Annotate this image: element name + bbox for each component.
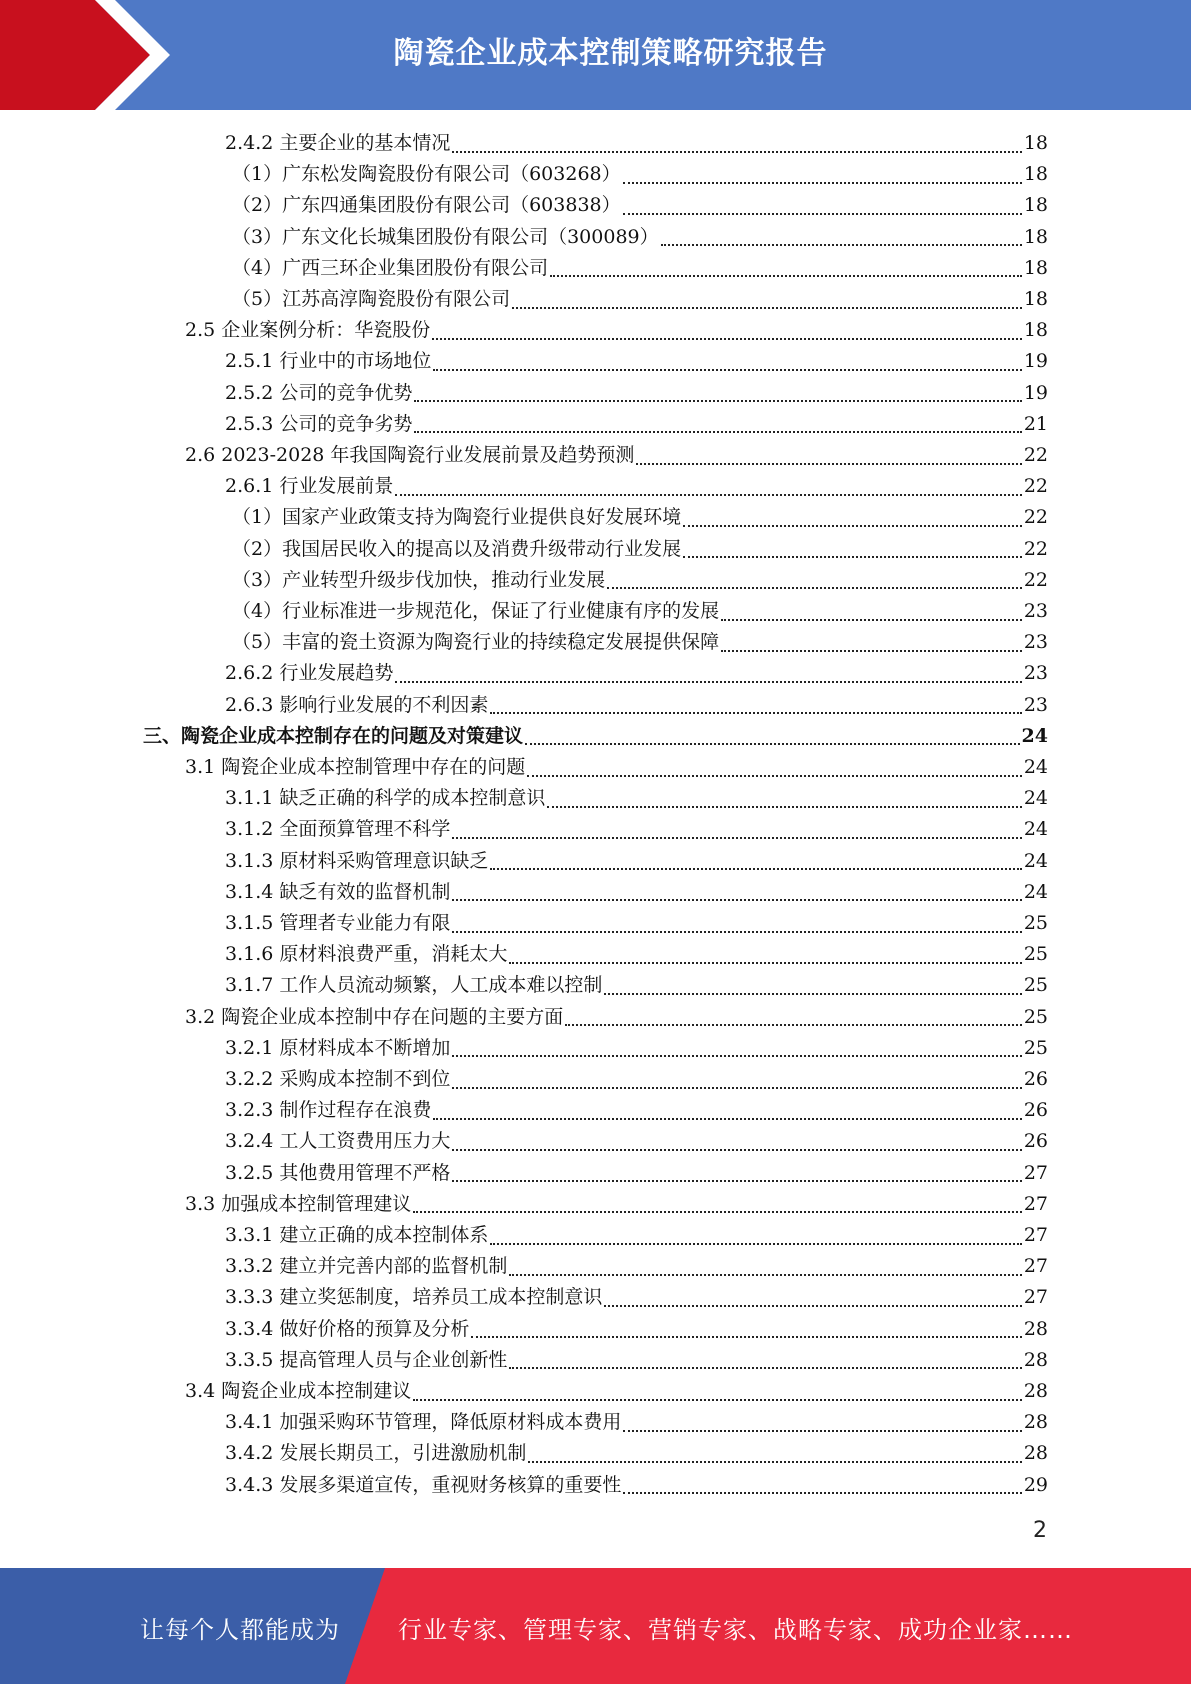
toc-entry-title: 2.5.3 公司的竞争劣势: [225, 412, 413, 435]
toc-entry-page: 18: [1023, 132, 1048, 154]
toc-entry[interactable]: [225, 1314, 1048, 1345]
toc-entry-page: 25: [1023, 1005, 1048, 1028]
toc-entry[interactable]: [232, 284, 1048, 315]
toc-leader-dots: [432, 338, 1022, 340]
toc-leader-dots: [604, 1305, 1021, 1307]
toc-entry-title: （4）行业标准进一步规范化，保证了行业健康有序的发展: [232, 600, 720, 622]
toc-entry[interactable]: [232, 502, 1048, 533]
toc-entry-page: 27: [1023, 1224, 1048, 1246]
toc-entry[interactable]: [143, 721, 1048, 752]
toc-entry-title: 3.2 陶瓷企业成本控制中存在问题的主要方面: [185, 1005, 564, 1028]
toc-entry-title: 3.3.1 建立正确的成本控制体系: [225, 1224, 489, 1246]
toc-leader-dots: [604, 993, 1021, 995]
toc-leader-dots: [433, 1118, 1021, 1120]
toc-entry-page: 19: [1023, 350, 1048, 373]
toc-entry-page: 22: [1023, 568, 1048, 591]
toc-entry[interactable]: [232, 565, 1048, 596]
toc-entry[interactable]: [232, 596, 1048, 627]
toc-entry-title: （5）丰富的瓷土资源为陶瓷行业的持续稳定发展提供保障: [232, 631, 720, 654]
toc-entry[interactable]: [185, 1189, 1048, 1220]
toc-entry[interactable]: [232, 190, 1048, 221]
footer-slogan-right: 行业专家、管理专家、营销专家、战略专家、成功企业家……: [398, 1616, 1073, 1644]
toc-entry-title: （2）广东四通集团股份有限公司（603838）: [232, 194, 621, 217]
toc-entry-title: 3.4.2 发展长期员工，引进激励机制: [225, 1442, 527, 1465]
toc-entry-title: 2.6.3 影响行业发展的不利因素: [225, 693, 489, 716]
toc-entry-title: 2.6.2 行业发展趋势: [225, 662, 394, 685]
toc-entry-page: 18: [1023, 163, 1048, 186]
toc-entry-title: 三、陶瓷企业成本控制存在的问题及对策建议: [143, 724, 524, 747]
toc-entry[interactable]: [225, 409, 1048, 440]
footer-banner: [0, 1568, 1191, 1684]
toc-entry-title: （1）国家产业政策支持为陶瓷行业提供良好发展环境: [232, 506, 682, 529]
toc-leader-dots: [413, 1211, 1022, 1213]
toc-entry-title: 2.6.1 行业发展前景: [225, 475, 394, 498]
toc-entry-title: （4）广西三环企业集团股份有限公司: [232, 256, 549, 279]
toc-entry-page: 29: [1023, 1473, 1048, 1496]
toc-entry-page: 24: [1023, 756, 1048, 778]
toc-leader-dots: [452, 1149, 1021, 1151]
toc-entry[interactable]: [225, 1470, 1048, 1501]
toc-entry-page: 27: [1023, 1255, 1048, 1278]
toc-leader-dots: [413, 1399, 1022, 1401]
toc-entry-title: 3.4.1 加强采购环节管理，降低原材料成本费用: [225, 1411, 622, 1434]
toc-leader-dots: [395, 681, 1021, 683]
toc-leader-dots: [607, 587, 1022, 589]
toc-entry[interactable]: [225, 814, 1048, 845]
toc-entry-title: 3.2.5 其他费用管理不严格: [225, 1161, 451, 1184]
toc-leader-dots: [721, 619, 1022, 621]
toc-leader-dots: [452, 837, 1021, 839]
toc-leader-dots: [623, 182, 1022, 184]
toc-leader-dots: [683, 525, 1022, 527]
toc-entry[interactable]: [225, 783, 1048, 814]
toc-entry[interactable]: [185, 315, 1048, 346]
toc-entry-title: 3.2.3 制作过程存在浪费: [225, 1099, 432, 1122]
toc-entry-page: 22: [1023, 537, 1048, 560]
toc-entry-page: 19: [1023, 381, 1048, 404]
toc-entry-page: 22: [1023, 444, 1048, 466]
toc-leader-dots: [661, 244, 1022, 246]
toc-entry-title: （1）广东松发陶瓷股份有限公司（603268）: [232, 163, 621, 186]
toc-leader-dots: [433, 369, 1021, 371]
toc-entry-page: 25: [1023, 943, 1048, 966]
toc-entry-page: 18: [1023, 319, 1048, 342]
toc-entry-title: 2.4.2 主要企业的基本情况: [225, 132, 451, 154]
toc-leader-dots: [623, 1492, 1021, 1494]
toc-entry-title: 3.1.3 原材料采购管理意识缺乏: [225, 849, 489, 872]
toc-entry-page: 28: [1023, 1348, 1048, 1371]
toc-entry[interactable]: [225, 690, 1048, 721]
toc-entry-page: 25: [1023, 1036, 1048, 1059]
toc-entry-title: 3.1.4 缺乏有效的监督机制: [225, 880, 451, 903]
toc-leader-dots: [528, 1461, 1021, 1463]
toc-leader-dots: [452, 1180, 1021, 1182]
toc-entry[interactable]: [225, 378, 1048, 409]
toc-entry-title: 2.5 企业案例分析：华瓷股份: [185, 319, 431, 342]
toc-entry-title: （2）我国居民收入的提高以及消费升级带动行业发展: [232, 537, 682, 560]
toc-entry-page: 28: [1023, 1411, 1048, 1434]
toc-leader-dots: [550, 275, 1022, 277]
toc-entry-page: 22: [1023, 506, 1048, 529]
toc-entry-page: 28: [1023, 1380, 1048, 1402]
toc-leader-dots: [512, 307, 1022, 309]
toc-entry[interactable]: [225, 1220, 1048, 1251]
toc-entry-page: 18: [1023, 225, 1048, 248]
toc-entry-page: 18: [1023, 288, 1048, 310]
toc-entry-page: 25: [1023, 974, 1048, 997]
toc-entry-title: 3.3.4 做好价格的预算及分析: [225, 1317, 470, 1340]
toc-entry[interactable]: [185, 1376, 1048, 1407]
toc-entry[interactable]: [225, 846, 1048, 877]
toc-entry[interactable]: [225, 1158, 1048, 1189]
toc-entry[interactable]: [225, 970, 1048, 1001]
toc-entry[interactable]: [232, 222, 1048, 253]
toc-entry-title: 2.6 2023-2028 年我国陶瓷行业发展前景及趋势预测: [185, 444, 635, 466]
toc-leader-dots: [452, 1087, 1021, 1089]
toc-entry-page: 28: [1023, 1442, 1048, 1465]
toc-entry[interactable]: [185, 752, 1048, 783]
toc-entry[interactable]: [225, 346, 1048, 377]
toc-leader-dots: [395, 494, 1021, 496]
toc-entry-page: 27: [1023, 1192, 1048, 1215]
toc-entry-title: 3.2.1 原材料成本不断增加: [225, 1036, 451, 1059]
toc-entry-title: 3.3.3 建立奖惩制度，培养员工成本控制意识: [225, 1286, 603, 1309]
toc-entry[interactable]: [232, 627, 1048, 658]
toc-entry-title: 2.5.1 行业中的市场地位: [225, 350, 432, 373]
toc-entry[interactable]: [225, 1095, 1048, 1126]
toc-leader-dots: [490, 712, 1021, 714]
toc-entry[interactable]: [225, 658, 1048, 689]
toc-leader-dots: [509, 1367, 1021, 1369]
toc-leader-dots: [452, 899, 1021, 901]
toc-entry[interactable]: [225, 1282, 1048, 1313]
toc-entry[interactable]: [232, 159, 1048, 190]
toc-entry-page: 27: [1023, 1161, 1048, 1184]
toc-entry-page: 25: [1023, 912, 1048, 934]
toc-entry-page: 18: [1023, 194, 1048, 217]
toc-entry-title: 3.1.7 工作人员流动频繁，人工成本难以控制: [225, 974, 603, 997]
toc-leader-dots: [490, 868, 1021, 870]
toc-entry-page: 24: [1023, 849, 1048, 872]
toc-leader-dots: [414, 400, 1021, 402]
toc-entry-title: 3.4 陶瓷企业成本控制建议: [185, 1380, 412, 1402]
toc-leader-dots: [683, 556, 1022, 558]
toc-entry-page: 26: [1023, 1099, 1048, 1122]
toc-entry-page: 27: [1023, 1286, 1048, 1309]
toc-entry[interactable]: [185, 440, 1048, 471]
toc-entry-title: 3.2.2 采购成本控制不到位: [225, 1068, 451, 1090]
toc-entry-page: 21: [1023, 412, 1048, 435]
toc-entry-title: 3.3.5 提高管理人员与企业创新性: [225, 1348, 508, 1371]
toc-entry-page: 23: [1023, 631, 1048, 654]
toc-leader-dots: [721, 650, 1022, 652]
toc-entry-page: 22: [1023, 475, 1048, 498]
toc-entry-title: 3.1.2 全面预算管理不科学: [225, 818, 451, 841]
toc-entry[interactable]: [225, 1126, 1048, 1157]
toc-leader-dots: [414, 431, 1021, 433]
toc-entry[interactable]: [225, 1064, 1048, 1095]
toc-entry-page: 23: [1023, 693, 1048, 716]
toc-entry[interactable]: [225, 939, 1048, 970]
toc-entry-title: 3.1.6 原材料浪费严重，消耗太大: [225, 943, 508, 966]
toc-entry[interactable]: [225, 1345, 1048, 1376]
toc-entry-title: 3.1.5 管理者专业能力有限: [225, 912, 451, 934]
toc-entry[interactable]: [232, 253, 1048, 284]
toc-leader-dots: [452, 1055, 1021, 1057]
toc-entry-page: 23: [1023, 600, 1048, 622]
toc-leader-dots: [452, 151, 1021, 153]
toc-entry-title: 3.3.2 建立并完善内部的监督机制: [225, 1255, 508, 1278]
toc-leader-dots: [623, 213, 1022, 215]
toc-leader-dots: [623, 1430, 1021, 1432]
toc-entry[interactable]: [225, 1251, 1048, 1282]
toc-entry-title: 3.1.1 缺乏正确的科学的成本控制意识: [225, 787, 546, 810]
toc-leader-dots: [636, 463, 1021, 465]
page-number: 2: [1033, 1518, 1047, 1543]
toc-entry[interactable]: [225, 1438, 1048, 1469]
toc-leader-dots: [527, 775, 1022, 777]
toc-entry-page: 24: [1023, 880, 1048, 903]
toc-entry[interactable]: [225, 908, 1048, 939]
header-banner: [0, 0, 1191, 110]
toc-entry-title: 3.4.3 发展多渠道宣传，重视财务核算的重要性: [225, 1473, 622, 1496]
toc-entry-page: 24: [1023, 787, 1048, 810]
toc-leader-dots: [547, 806, 1021, 808]
toc-leader-dots: [565, 1024, 1022, 1026]
footer-slogan-left: 让每个人都能成为: [140, 1616, 340, 1644]
toc-entry-page: 24: [1023, 818, 1048, 841]
toc-entry[interactable]: [225, 128, 1048, 159]
toc-entry[interactable]: [225, 877, 1048, 908]
toc-entry-page: 23: [1023, 662, 1048, 685]
toc-entry-page: 26: [1023, 1130, 1048, 1153]
document-title: 陶瓷企业成本控制策略研究报告: [393, 36, 828, 71]
toc-entry-title: 2.5.2 公司的竞争优势: [225, 381, 413, 404]
toc-entry[interactable]: [232, 534, 1048, 565]
toc-leader-dots: [471, 1336, 1021, 1338]
toc-entry-title: 3.2.4 工人工资费用压力大: [225, 1130, 451, 1153]
toc-entry[interactable]: [225, 471, 1048, 502]
toc-entry-page: 18: [1023, 256, 1048, 279]
toc-entry-title: （3）产业转型升级步伐加快，推动行业发展: [232, 568, 606, 591]
toc-leader-dots: [509, 962, 1021, 964]
toc-entry-page: 24: [1021, 724, 1048, 747]
toc-entry[interactable]: [185, 1002, 1048, 1033]
toc-entry-title: （5）江苏高淳陶瓷股份有限公司: [232, 288, 511, 310]
toc-entry[interactable]: [225, 1033, 1048, 1064]
toc-leader-dots: [509, 1274, 1021, 1276]
toc-leader-dots: [452, 931, 1021, 933]
toc-entry-title: （3）广东文化长城集团股份有限公司（300089）: [232, 225, 659, 248]
toc-leader-dots: [525, 743, 1020, 745]
toc-entry-title: 3.3 加强成本控制管理建议: [185, 1192, 412, 1215]
toc-entry-page: 26: [1023, 1068, 1048, 1090]
toc-entry-page: 28: [1023, 1317, 1048, 1340]
toc-entry[interactable]: [225, 1407, 1048, 1438]
toc-entry-title: 3.1 陶瓷企业成本控制管理中存在的问题: [185, 756, 526, 778]
toc-leader-dots: [490, 1243, 1021, 1245]
